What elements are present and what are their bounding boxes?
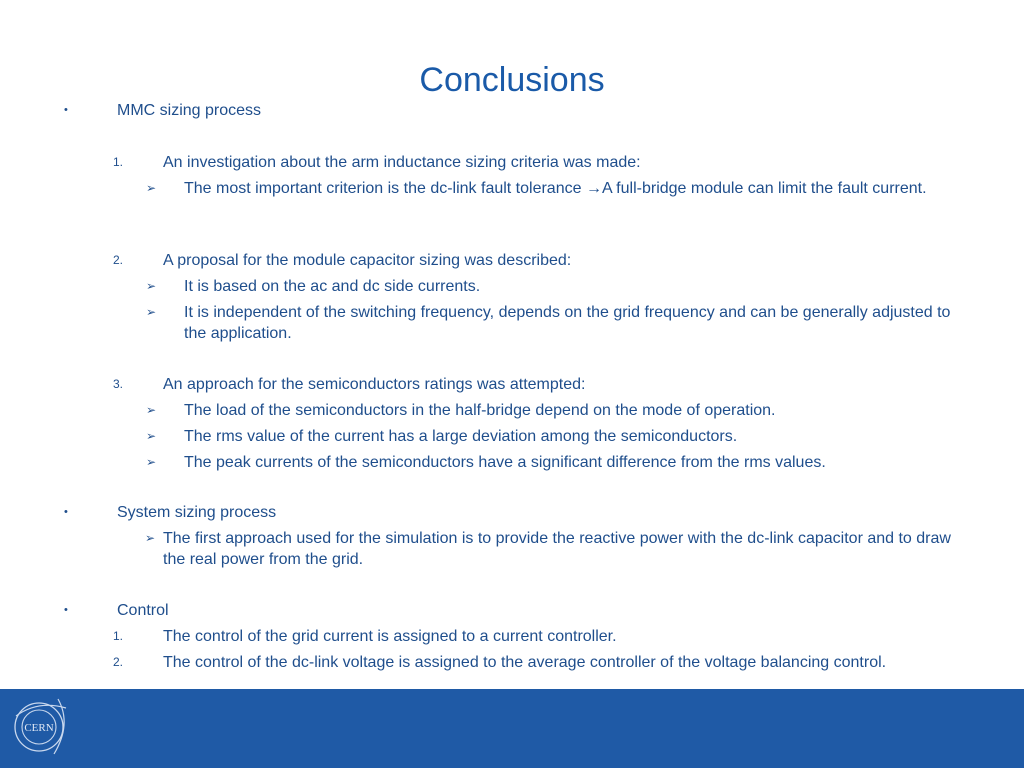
bullet-text: It is based on the ac and dc side currents. (184, 278, 481, 295)
bullet-text: The most important criterion is the dc-link fault tolerance →A full-bridge module can limit the fault current. (184, 180, 927, 197)
item-number: 2. (113, 253, 124, 267)
item-text: A proposal for the module capacitor sizing was described: (163, 252, 572, 269)
section-heading: Control (117, 602, 169, 619)
arrow-bullet-icon: ➢ (146, 455, 157, 469)
bullet-text: The first approach used for the simulation is to provide the reactive power with the dc-link capacitor and to draw the real power from the grid. (163, 530, 951, 568)
arrow-bullet-icon: ➢ (146, 305, 157, 319)
cern-logo-text: CERN (24, 722, 54, 734)
bullet-text: The load of the semiconductors in the half-bridge depend on the mode of operation. (184, 402, 776, 419)
section-heading: System sizing process (117, 504, 277, 521)
bullet-text: It is independent of the switching frequency, depends on the grid frequency and can be generally adjusted to the application. (184, 304, 951, 342)
arrow-bullet-icon: ➢ (146, 181, 157, 195)
arrow-bullet-icon: ➢ (145, 531, 156, 545)
arrow-bullet-icon: ➢ (146, 279, 157, 293)
arrow-bullet-icon: ➢ (146, 429, 157, 443)
item-number: 1. (113, 629, 124, 643)
bullet-text: The rms value of the current has a large deviation among the semiconductors. (184, 428, 738, 445)
item-number: 2. (113, 655, 124, 669)
item-number: 3. (113, 377, 124, 391)
cern-logo-icon (8, 694, 74, 760)
item-number: 1. (113, 155, 124, 169)
item-text: The control of the grid current is assigned to a current controller. (163, 628, 617, 645)
bullet-dot-icon: • (64, 506, 68, 518)
item-text: An approach for the semiconductors ratings was attempted: (163, 376, 586, 393)
footer-bar (0, 689, 1024, 768)
slide-title: Conclusions (419, 61, 605, 99)
bullet-dot-icon: • (64, 104, 68, 116)
arrow-bullet-icon: ➢ (146, 403, 157, 417)
bullet-text: The peak currents of the semiconductors have a significant difference from the rms values. (184, 454, 826, 471)
bullet-dot-icon: • (64, 604, 68, 616)
item-text: An investigation about the arm inductance sizing criteria was made: (163, 154, 641, 171)
item-text: The control of the dc-link voltage is assigned to the average controller of the voltage balancing control. (163, 654, 887, 671)
section-heading: MMC sizing process (117, 102, 262, 119)
